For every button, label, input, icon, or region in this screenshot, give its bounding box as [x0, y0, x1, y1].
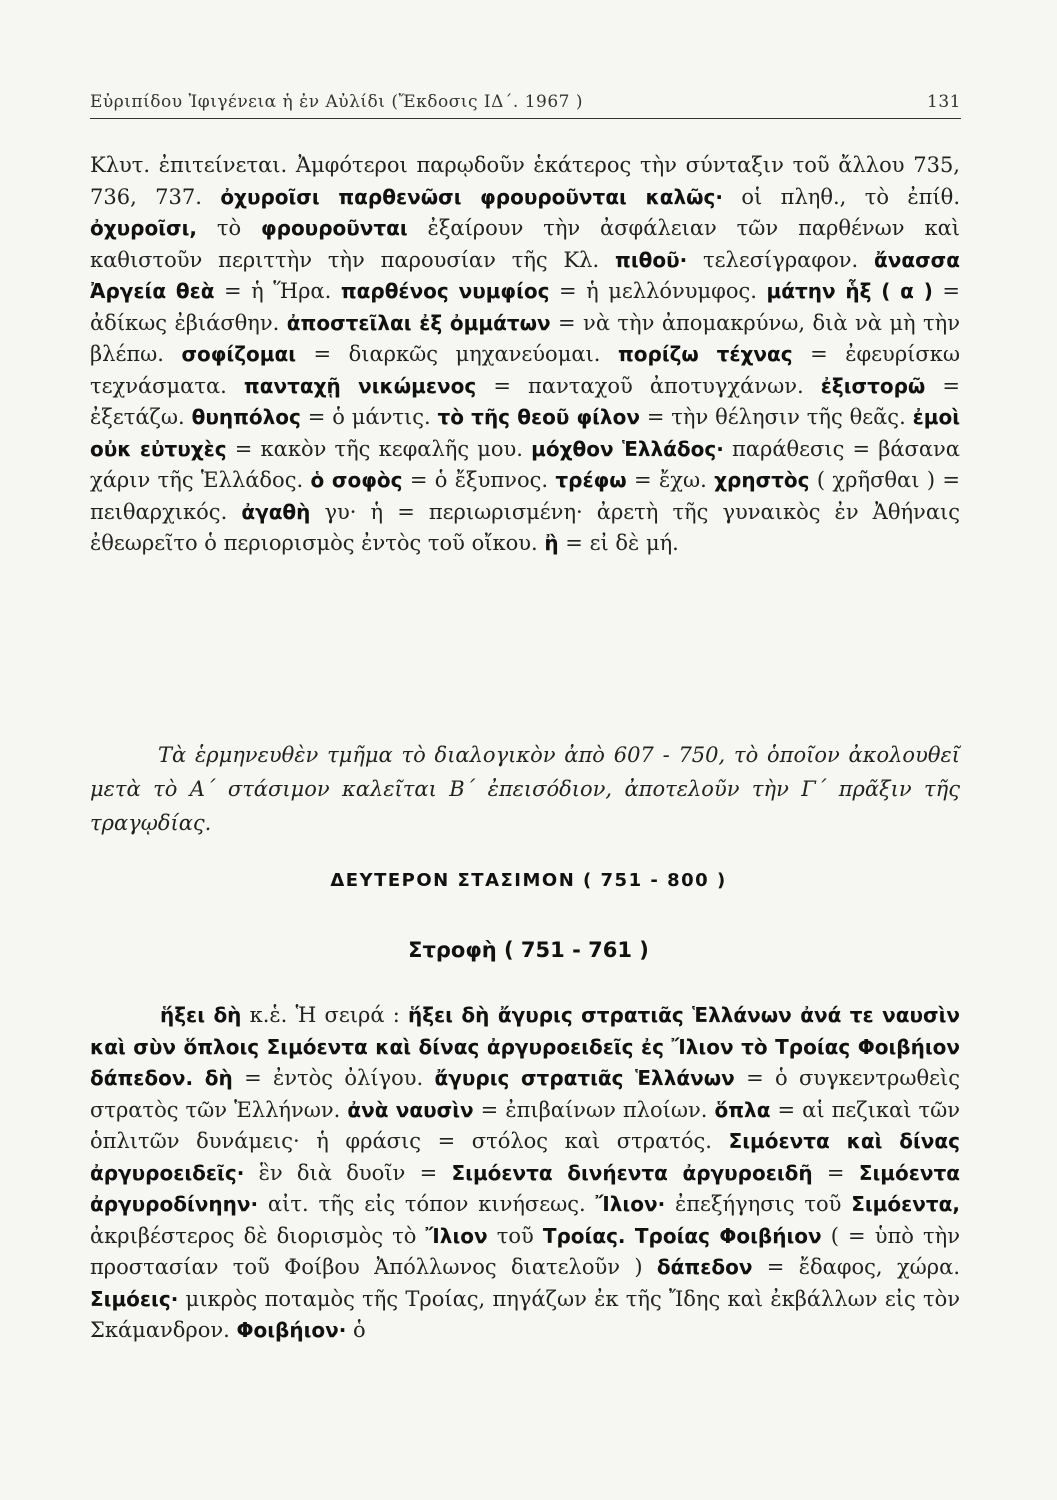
- headword: ἥξει δὴ: [160, 1003, 242, 1027]
- paragraph-text: [90, 1000, 960, 1347]
- gloss-text: αἰτ. τῆς εἰς τόπον κινήσεως.: [258, 1192, 596, 1216]
- headword: ἀνὰ ναυσὶν: [347, 1097, 474, 1122]
- commentary-paragraph-2: [90, 1000, 960, 1347]
- gloss-text: = ἀδίκως ἐβιάσθην.: [90, 279, 960, 335]
- headword: ὅπλα: [714, 1097, 771, 1122]
- gloss-text: ὁ: [346, 1318, 366, 1342]
- gloss-text: ἓν διὰ δυοῖν =: [244, 1160, 452, 1185]
- gloss-text: = ἐξετάζω.: [90, 373, 961, 429]
- headword: θυηπόλος: [191, 405, 301, 429]
- running-head-title: Εὐριπίδου Ἰφιγένεια ἡ ἐν Αὐλίδι (Ἔκδοσις ΙΔ΄. 1967 ): [90, 92, 584, 112]
- headword: Σιμόεις·: [90, 1286, 179, 1311]
- headword: ὀχυροῖσι παρθενῶσι φρουροῦνται καλῶς·: [220, 184, 723, 209]
- headword: πιθοῦ·: [615, 247, 688, 272]
- gloss-text: ( = ὑπὸ τὴν προστασίαν τοῦ Φοίβου Ἀπόλλωνος διατελοῦν ): [90, 1223, 960, 1279]
- gloss-text: οἱ πληθ., τὸ ἐπίθ.: [722, 184, 961, 209]
- gloss-text: = ἡ μελλόνυμφος.: [549, 279, 767, 303]
- gloss-text: τὸ: [196, 216, 261, 240]
- gloss-text: = ἡ Ἥρα.: [214, 279, 341, 303]
- gloss-text: Κλυτ. ἐπιτείνεται. Ἀμφότεροι παρῳδοῦν ἑκάτερος τὴν σύνταξιν τοῦ ἄλλου 735, 736, 737.: [90, 153, 960, 209]
- gloss-text: = αἱ πεζικαὶ τῶν ὁπλιτῶν δυνάμεις· ἡ φράσις = στόλος καὶ στρατός.: [90, 1097, 960, 1153]
- gloss-text: = ἔχω.: [626, 468, 715, 492]
- gloss-text: = κακὸν τῆς κεφαλῆς μου.: [226, 436, 532, 461]
- headword: ἥξει δὴ ἄγυρις στρατιᾶς Ἑλλάνων ἀνά τε ναυσὶν καὶ σὺν ὅπλοις Σιμόεντα καὶ δίνας ἀργυροειδεῖς ἐς Ἴλιον τὸ Τροίας Φοιβήιον δάπεδον. δὴ: [90, 1003, 961, 1090]
- headword: ἀγαθὴ: [241, 499, 311, 524]
- strophe-heading: Στροφὴ ( 751 - 761 ): [408, 938, 649, 962]
- headword: Φοιβήιον·: [236, 1318, 347, 1342]
- gloss-text: = διαρκῶς μηχανεύομαι.: [296, 342, 618, 366]
- headword: Τροίας. Τροίας Φοιβήιον: [542, 1223, 822, 1248]
- gloss-text: = ἐπιβαίνων πλοίων.: [473, 1097, 715, 1122]
- section-heading: ΔΕΥΤΕΡΟΝ ΣΤΑΣΙΜΟΝ ( 751 - 800 ): [330, 870, 727, 891]
- headword: δάπεδον: [656, 1255, 753, 1279]
- headword: ἐμοὶ οὐκ εὐτυχὲς: [90, 405, 961, 461]
- gloss-text: = ἔδαφος, χώρα.: [752, 1255, 960, 1279]
- headword: φρουροῦνται: [260, 216, 408, 240]
- headword: Σιμόεντα καὶ δίνας ἀργυροειδεῖς·: [90, 1129, 961, 1185]
- headword: τὸ τῆς θεοῦ φίλον: [437, 405, 640, 429]
- gloss-text: τελεσίγραφον.: [687, 247, 874, 272]
- gloss-text: = ἐφευρίσκω τεχνάσματα.: [90, 342, 960, 398]
- gloss-text: =: [812, 1160, 859, 1185]
- headword: παρθένος νυμφίος: [340, 279, 550, 303]
- gloss-text: = τὴν θέλησιν τῆς θεᾶς.: [639, 405, 913, 429]
- headword: Σιμόεντα ἀργυροδίνηην·: [90, 1160, 960, 1216]
- gloss-text: ἐξαίρουν τὴν ἀσφάλειαν τῶν παρθένων καὶ καθιστοῦν περιττὴν τὴν παρουσίαν τῆς Κλ.: [90, 216, 960, 272]
- gloss-text: κ.ἑ. Ἡ σειρά :: [241, 1003, 408, 1027]
- headword: μόχθον Ἑλλάδος·: [531, 436, 724, 461]
- headword: Ἴλιον·: [595, 1192, 666, 1216]
- gloss-text: παράθεσις = βάσανα χάριν τῆς Ἑλλάδος.: [90, 436, 960, 492]
- gloss-text: μικρὸς ποταμὸς τῆς Τροίας, πηγάζων ἐκ τῆς Ἴδης καὶ ἐκβάλλων εἰς τὸν Σκάμανδρον.: [90, 1286, 960, 1342]
- gloss-text: = ἐντὸς ὀλίγου.: [232, 1066, 435, 1090]
- running-head: [90, 88, 961, 119]
- headword: Σιμόεντα,: [851, 1192, 960, 1216]
- headword: ἀποστεῖλαι ἐξ ὀμμάτων: [286, 310, 551, 335]
- editorial-note: [90, 738, 960, 840]
- headword: ὁ σοφὸς: [310, 468, 403, 492]
- headword: ἢ: [544, 531, 559, 555]
- headword: σοφίζομαι: [181, 342, 296, 366]
- headword: πορίζω τέχνας: [617, 342, 793, 366]
- gloss-text: = ὁ ἔξυπνος.: [402, 468, 556, 492]
- gloss-text: = πανταχοῦ ἀποτυγχάνων.: [476, 373, 821, 398]
- paragraph-text: [90, 150, 960, 560]
- gloss-text: = ὁ συγκεντρωθεὶς στρατὸς τῶν Ἑλλήνων.: [90, 1066, 960, 1122]
- headword: Ἴλιον: [425, 1223, 488, 1248]
- headword: ὀχυροῖσι,: [90, 216, 197, 240]
- headword: ἄνασσα Ἀργεία θεὰ: [90, 247, 960, 303]
- gloss-text: ( χρῆσθαι ) = πειθαρχικός.: [90, 468, 960, 524]
- headword: χρηστὸς: [714, 468, 810, 492]
- gloss-text: τοῦ: [487, 1223, 543, 1248]
- headword: τρέφω: [555, 468, 627, 492]
- gloss-text: γυ· ἡ = περιωρισμένη· ἀρετὴ τῆς γυναικὸς ἐν Ἀθήναις ἐθεωρεῖτο ὁ περιορισμὸς ἐντὸς τοῦ οἴκου.: [90, 499, 960, 555]
- gloss-text: = εἰ δὲ μή.: [558, 531, 679, 555]
- page-number: 131: [927, 92, 961, 112]
- headword: ἐξιστορῶ: [820, 373, 926, 398]
- gloss-text: = νὰ τὴν ἀπομακρύνω, διὰ νὰ μὴ τὴν βλέπω.: [90, 310, 960, 366]
- note-text: Τὰ ἑρμηνευθὲν τμῆμα τὸ διαλογικὸν ἀπὸ 607 - 750, τὸ ὁποῖον ἀκολουθεῖ μετὰ τὸ Α΄ στάσιμον καλεῖται Β΄ ἐπεισόδιον, ἀποτελοῦν τὴν Γ΄ πρᾶξιν τῆς τραγῳδίας.: [90, 743, 960, 835]
- headword: Σιμόεντα δινήεντα ἀργυροειδῆ: [451, 1160, 813, 1185]
- headword: μάτην ἧξ ( α ): [766, 279, 933, 303]
- gloss-text: ἐπεξήγησις τοῦ: [665, 1192, 852, 1216]
- gloss-text: = ὁ μάντις.: [300, 405, 438, 429]
- headword: ἄγυρις στρατιᾶς Ἑλλάνων: [434, 1066, 735, 1090]
- gloss-text: ἀκριβέστερος δὲ διορισμὸς τὸ: [90, 1223, 426, 1248]
- headword: πανταχῇ νικώμενος: [243, 373, 477, 398]
- commentary-paragraph-1: [90, 150, 960, 560]
